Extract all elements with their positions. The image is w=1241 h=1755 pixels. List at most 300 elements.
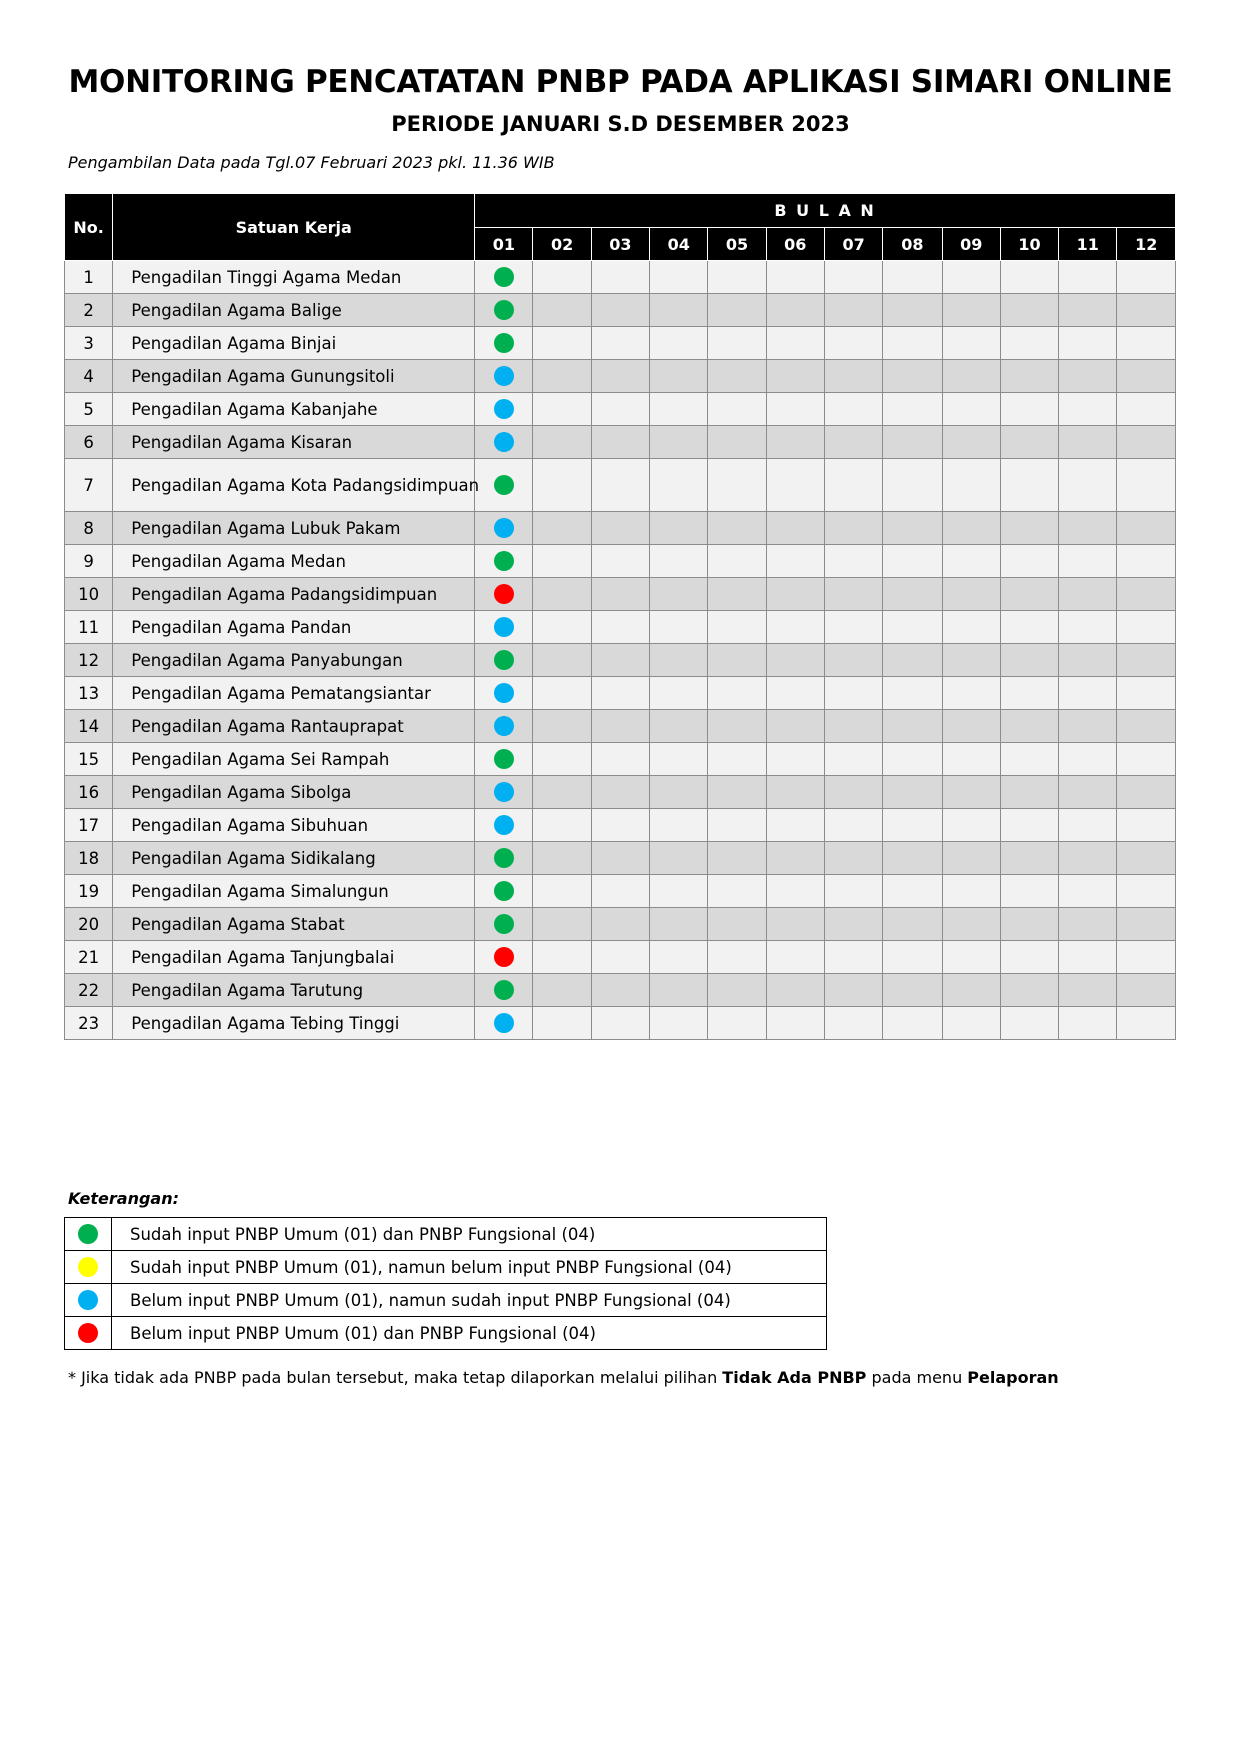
month-cell-08 (883, 809, 942, 842)
month-cell-02 (533, 512, 591, 545)
month-cell-09 (942, 426, 1000, 459)
month-cell-05 (708, 459, 766, 512)
month-cell-09 (942, 875, 1000, 908)
unit-name: Pengadilan Agama Sibuhuan (113, 809, 475, 842)
month-cell-02 (533, 294, 591, 327)
month-cell-10 (1000, 842, 1058, 875)
month-cell-08 (883, 261, 942, 294)
row-number: 14 (65, 710, 113, 743)
month-cell-08 (883, 294, 942, 327)
month-cell-07 (824, 459, 882, 512)
table-row (65, 776, 1176, 809)
month-cell-02 (533, 578, 591, 611)
month-cell-07 (824, 743, 882, 776)
month-cell-12 (1117, 776, 1176, 809)
table-row (65, 710, 1176, 743)
month-cell-07 (824, 360, 882, 393)
month-cell-11 (1059, 578, 1117, 611)
row-number: 3 (65, 327, 113, 360)
month-cell-09 (942, 578, 1000, 611)
month-cell-05 (708, 327, 766, 360)
month-cell-05 (708, 677, 766, 710)
month-cell-06 (766, 644, 824, 677)
month-cell-08 (883, 677, 942, 710)
month-cell-12 (1117, 426, 1176, 459)
month-cell-11 (1059, 512, 1117, 545)
month-cell-04 (650, 677, 708, 710)
month-cell-12 (1117, 327, 1176, 360)
month-cell-08 (883, 512, 942, 545)
month-cell-09 (942, 512, 1000, 545)
legend-swatch (65, 1284, 112, 1317)
status-dot-blue-icon (494, 782, 514, 802)
month-cell-11 (1059, 710, 1117, 743)
row-number: 8 (65, 512, 113, 545)
row-number: 7 (65, 459, 113, 512)
month-cell-02 (533, 908, 591, 941)
month-cell-05 (708, 426, 766, 459)
month-cell-07 (824, 776, 882, 809)
month-cell-06 (766, 327, 824, 360)
month-cell-02 (533, 459, 591, 512)
header-month-11: 11 (1059, 228, 1117, 261)
footnote-middle: pada menu (866, 1368, 968, 1387)
month-cell-04 (650, 545, 708, 578)
month-cell-05 (708, 809, 766, 842)
month-cell-02 (533, 261, 591, 294)
footnote-menu: Pelaporan (967, 1368, 1059, 1387)
month-cell-07 (824, 644, 882, 677)
unit-name: Pengadilan Agama Tarutung (113, 974, 475, 1007)
table-row (65, 611, 1176, 644)
month-cell-02 (533, 426, 591, 459)
month-cell-02 (533, 875, 591, 908)
legend-text: Belum input PNBP Umum (01), namun sudah input PNBP Fungsional (04) (112, 1284, 827, 1317)
legend-table (64, 1217, 827, 1350)
month-cell-10 (1000, 459, 1058, 512)
month-cell-01 (475, 644, 533, 677)
legend-dot-yellow-icon (78, 1257, 98, 1277)
month-cell-03 (591, 710, 649, 743)
unit-name: Pengadilan Agama Tanjungbalai (113, 941, 475, 974)
header-month-09: 09 (942, 228, 1000, 261)
month-cell-11 (1059, 776, 1117, 809)
month-cell-08 (883, 327, 942, 360)
header-month-10: 10 (1000, 228, 1058, 261)
unit-name: Pengadilan Agama Medan (113, 545, 475, 578)
footnote (68, 1368, 1059, 1387)
month-cell-11 (1059, 393, 1117, 426)
month-cell-07 (824, 941, 882, 974)
month-cell-02 (533, 393, 591, 426)
month-cell-04 (650, 459, 708, 512)
month-cell-12 (1117, 360, 1176, 393)
month-cell-11 (1059, 743, 1117, 776)
month-cell-04 (650, 578, 708, 611)
header-month-08: 08 (883, 228, 942, 261)
month-cell-02 (533, 611, 591, 644)
month-cell-12 (1117, 545, 1176, 578)
table-row (65, 545, 1176, 578)
month-cell-08 (883, 743, 942, 776)
month-cell-12 (1117, 578, 1176, 611)
month-cell-09 (942, 294, 1000, 327)
month-cell-03 (591, 327, 649, 360)
month-cell-01 (475, 710, 533, 743)
legend-text: Sudah input PNBP Umum (01) dan PNBP Fungsional (04) (112, 1218, 827, 1251)
unit-name: Pengadilan Tinggi Agama Medan (113, 261, 475, 294)
month-cell-09 (942, 776, 1000, 809)
month-cell-05 (708, 294, 766, 327)
month-cell-09 (942, 710, 1000, 743)
footnote-prefix: * Jika tidak ada PNBP pada bulan tersebut, maka tetap dilaporkan melalui pilihan (68, 1368, 723, 1387)
status-dot-green-icon (494, 749, 514, 769)
month-cell-04 (650, 644, 708, 677)
month-cell-04 (650, 360, 708, 393)
month-cell-02 (533, 545, 591, 578)
status-dot-green-icon (494, 848, 514, 868)
month-cell-09 (942, 545, 1000, 578)
month-cell-03 (591, 611, 649, 644)
month-cell-11 (1059, 908, 1117, 941)
month-cell-02 (533, 974, 591, 1007)
row-number: 23 (65, 1007, 113, 1040)
month-cell-05 (708, 261, 766, 294)
status-dot-green-icon (494, 475, 514, 495)
month-cell-09 (942, 327, 1000, 360)
month-cell-06 (766, 294, 824, 327)
month-cell-07 (824, 710, 882, 743)
month-cell-12 (1117, 261, 1176, 294)
month-cell-10 (1000, 677, 1058, 710)
unit-name: Pengadilan Agama Gunungsitoli (113, 360, 475, 393)
table-row (65, 327, 1176, 360)
month-cell-07 (824, 842, 882, 875)
month-cell-11 (1059, 842, 1117, 875)
row-number: 1 (65, 261, 113, 294)
status-dot-green-icon (494, 300, 514, 320)
month-cell-10 (1000, 908, 1058, 941)
month-cell-09 (942, 1007, 1000, 1040)
row-number: 20 (65, 908, 113, 941)
legend-item (65, 1284, 827, 1317)
month-cell-12 (1117, 512, 1176, 545)
month-cell-11 (1059, 611, 1117, 644)
month-cell-04 (650, 327, 708, 360)
status-dot-blue-icon (494, 432, 514, 452)
month-cell-09 (942, 974, 1000, 1007)
month-cell-01 (475, 776, 533, 809)
month-cell-06 (766, 677, 824, 710)
month-cell-08 (883, 710, 942, 743)
legend-title: Keterangan: (68, 1189, 179, 1208)
month-cell-11 (1059, 809, 1117, 842)
month-cell-04 (650, 776, 708, 809)
row-number: 4 (65, 360, 113, 393)
month-cell-10 (1000, 360, 1058, 393)
unit-name: Pengadilan Agama Kabanjahe (113, 393, 475, 426)
month-cell-01 (475, 545, 533, 578)
row-number: 16 (65, 776, 113, 809)
month-cell-01 (475, 875, 533, 908)
month-cell-08 (883, 459, 942, 512)
row-number: 2 (65, 294, 113, 327)
month-cell-11 (1059, 360, 1117, 393)
month-cell-05 (708, 360, 766, 393)
month-cell-06 (766, 908, 824, 941)
month-cell-03 (591, 294, 649, 327)
month-cell-11 (1059, 426, 1117, 459)
month-cell-09 (942, 459, 1000, 512)
month-cell-07 (824, 875, 882, 908)
month-cell-06 (766, 426, 824, 459)
legend-swatch (65, 1251, 112, 1284)
unit-name: Pengadilan Agama Sidikalang (113, 842, 475, 875)
header-month-03: 03 (591, 228, 649, 261)
month-cell-01 (475, 677, 533, 710)
status-dot-green-icon (494, 650, 514, 670)
month-cell-09 (942, 644, 1000, 677)
month-cell-03 (591, 941, 649, 974)
table-row (65, 908, 1176, 941)
row-number: 11 (65, 611, 113, 644)
month-cell-01 (475, 294, 533, 327)
month-cell-03 (591, 360, 649, 393)
month-cell-11 (1059, 974, 1117, 1007)
unit-name: Pengadilan Agama Binjai (113, 327, 475, 360)
month-cell-01 (475, 809, 533, 842)
table-row (65, 809, 1176, 842)
month-cell-04 (650, 426, 708, 459)
header-month-group: B U L A N (475, 194, 1176, 228)
status-dot-green-icon (494, 881, 514, 901)
row-number: 5 (65, 393, 113, 426)
month-cell-09 (942, 393, 1000, 426)
month-cell-07 (824, 512, 882, 545)
month-cell-07 (824, 327, 882, 360)
month-cell-01 (475, 393, 533, 426)
month-cell-02 (533, 644, 591, 677)
row-number: 18 (65, 842, 113, 875)
month-cell-08 (883, 644, 942, 677)
month-cell-03 (591, 974, 649, 1007)
status-dot-blue-icon (494, 1013, 514, 1033)
month-cell-01 (475, 261, 533, 294)
month-cell-10 (1000, 974, 1058, 1007)
month-cell-07 (824, 578, 882, 611)
status-dot-red-icon (494, 584, 514, 604)
unit-name: Pengadilan Agama Panyabungan (113, 644, 475, 677)
month-cell-06 (766, 776, 824, 809)
legend-text: Belum input PNBP Umum (01) dan PNBP Fungsional (04) (112, 1317, 827, 1350)
unit-name: Pengadilan Agama Lubuk Pakam (113, 512, 475, 545)
month-cell-05 (708, 776, 766, 809)
month-cell-10 (1000, 578, 1058, 611)
month-cell-10 (1000, 545, 1058, 578)
month-cell-12 (1117, 842, 1176, 875)
header-month-06: 06 (766, 228, 824, 261)
status-dot-blue-icon (494, 617, 514, 637)
table-row (65, 941, 1176, 974)
row-number: 9 (65, 545, 113, 578)
table-row (65, 512, 1176, 545)
month-cell-10 (1000, 743, 1058, 776)
month-cell-03 (591, 875, 649, 908)
month-cell-03 (591, 426, 649, 459)
month-cell-06 (766, 578, 824, 611)
month-cell-05 (708, 611, 766, 644)
month-cell-01 (475, 842, 533, 875)
header-month-12: 12 (1117, 228, 1176, 261)
month-cell-10 (1000, 611, 1058, 644)
month-cell-07 (824, 393, 882, 426)
table-row (65, 578, 1176, 611)
status-dot-blue-icon (494, 683, 514, 703)
month-cell-05 (708, 644, 766, 677)
footnote-option: Tidak Ada PNBP (722, 1368, 867, 1387)
month-cell-04 (650, 941, 708, 974)
month-cell-11 (1059, 294, 1117, 327)
month-cell-03 (591, 743, 649, 776)
month-cell-01 (475, 426, 533, 459)
month-cell-06 (766, 1007, 824, 1040)
month-cell-01 (475, 578, 533, 611)
header-month-07: 07 (824, 228, 882, 261)
month-cell-08 (883, 941, 942, 974)
month-cell-10 (1000, 644, 1058, 677)
month-cell-09 (942, 360, 1000, 393)
month-cell-05 (708, 1007, 766, 1040)
month-cell-12 (1117, 294, 1176, 327)
month-cell-10 (1000, 941, 1058, 974)
month-cell-03 (591, 677, 649, 710)
month-cell-04 (650, 743, 708, 776)
unit-name: Pengadilan Agama Simalungun (113, 875, 475, 908)
month-cell-09 (942, 261, 1000, 294)
row-number: 13 (65, 677, 113, 710)
status-dot-green-icon (494, 551, 514, 571)
row-number: 21 (65, 941, 113, 974)
month-cell-06 (766, 393, 824, 426)
month-cell-11 (1059, 677, 1117, 710)
month-cell-06 (766, 545, 824, 578)
month-cell-06 (766, 512, 824, 545)
month-cell-09 (942, 743, 1000, 776)
month-cell-07 (824, 611, 882, 644)
month-cell-07 (824, 908, 882, 941)
month-cell-10 (1000, 1007, 1058, 1040)
table-row (65, 261, 1176, 294)
month-cell-10 (1000, 512, 1058, 545)
month-cell-10 (1000, 393, 1058, 426)
month-cell-05 (708, 842, 766, 875)
month-cell-03 (591, 842, 649, 875)
month-cell-09 (942, 677, 1000, 710)
unit-name: Pengadilan Agama Padangsidimpuan (113, 578, 475, 611)
month-cell-11 (1059, 644, 1117, 677)
month-cell-10 (1000, 327, 1058, 360)
month-cell-04 (650, 710, 708, 743)
month-cell-10 (1000, 875, 1058, 908)
table-row (65, 644, 1176, 677)
month-cell-04 (650, 261, 708, 294)
page-title: MONITORING PENCATATAN PNBP PADA APLIKASI SIMARI ONLINE (68, 64, 1173, 100)
legend-item (65, 1251, 827, 1284)
status-dot-blue-icon (494, 815, 514, 835)
status-dot-red-icon (494, 947, 514, 967)
month-cell-09 (942, 842, 1000, 875)
month-cell-02 (533, 677, 591, 710)
month-cell-07 (824, 974, 882, 1007)
status-dot-blue-icon (494, 716, 514, 736)
unit-name: Pengadilan Agama Sibolga (113, 776, 475, 809)
month-cell-02 (533, 327, 591, 360)
month-cell-06 (766, 710, 824, 743)
month-cell-02 (533, 809, 591, 842)
legend-text: Sudah input PNBP Umum (01), namun belum input PNBP Fungsional (04) (112, 1251, 827, 1284)
status-dot-blue-icon (494, 399, 514, 419)
month-cell-07 (824, 545, 882, 578)
month-cell-01 (475, 327, 533, 360)
month-cell-11 (1059, 875, 1117, 908)
month-cell-02 (533, 842, 591, 875)
table-row (65, 875, 1176, 908)
month-cell-08 (883, 578, 942, 611)
month-cell-06 (766, 743, 824, 776)
month-cell-08 (883, 842, 942, 875)
row-number: 15 (65, 743, 113, 776)
month-cell-08 (883, 393, 942, 426)
month-cell-11 (1059, 545, 1117, 578)
month-cell-03 (591, 776, 649, 809)
legend-item (65, 1218, 827, 1251)
unit-name: Pengadilan Agama Balige (113, 294, 475, 327)
month-cell-08 (883, 908, 942, 941)
month-cell-08 (883, 545, 942, 578)
month-cell-05 (708, 974, 766, 1007)
month-cell-02 (533, 710, 591, 743)
month-cell-01 (475, 1007, 533, 1040)
month-cell-06 (766, 459, 824, 512)
legend-dot-red-icon (78, 1323, 98, 1343)
month-cell-03 (591, 459, 649, 512)
month-cell-08 (883, 1007, 942, 1040)
month-cell-07 (824, 809, 882, 842)
table-row (65, 426, 1176, 459)
month-cell-04 (650, 875, 708, 908)
header-no: No. (65, 194, 113, 261)
month-cell-12 (1117, 809, 1176, 842)
month-cell-12 (1117, 974, 1176, 1007)
month-cell-03 (591, 512, 649, 545)
month-cell-12 (1117, 743, 1176, 776)
month-cell-04 (650, 974, 708, 1007)
header-month-01: 01 (475, 228, 533, 261)
table-row (65, 294, 1176, 327)
month-cell-05 (708, 512, 766, 545)
unit-name: Pengadilan Agama Pematangsiantar (113, 677, 475, 710)
row-number: 10 (65, 578, 113, 611)
month-cell-12 (1117, 1007, 1176, 1040)
month-cell-12 (1117, 677, 1176, 710)
unit-name: Pengadilan Agama Pandan (113, 611, 475, 644)
month-cell-05 (708, 710, 766, 743)
month-cell-04 (650, 809, 708, 842)
month-cell-11 (1059, 941, 1117, 974)
month-cell-07 (824, 294, 882, 327)
month-cell-02 (533, 776, 591, 809)
month-cell-04 (650, 908, 708, 941)
